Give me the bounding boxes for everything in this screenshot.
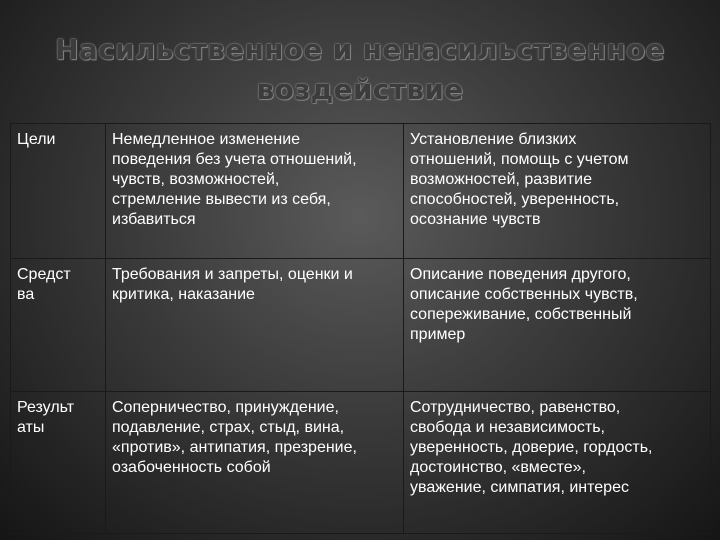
cell-nonviolent-goals: Установление близких отношений, помощь с учетом возможностей, развитие способностей, уверенность, осознание чувств — [404, 124, 711, 259]
cell-violent-results: Соперничество, принуждение, подавление, страх, стыд, вина, «против», антипатия, презрение, озабоченность собой — [106, 392, 404, 534]
cell-violent-goals: Немедленное изменение поведения без учета отношений, чувств, возможностей, стремление вывести из себя, избавиться — [106, 124, 404, 259]
row-label-results: Результ аты — [11, 392, 106, 534]
slide-title-line-2: воздействие — [256, 73, 464, 106]
table-row-goals — [11, 124, 711, 259]
slide-title — [0, 30, 720, 110]
table-row-results — [11, 392, 711, 534]
table-row-means — [11, 259, 711, 392]
slide-title-line-1: Насильственное и ненасильственное — [55, 33, 665, 66]
cell-violent-means: Требования и запреты, оценки и критика, наказание — [106, 259, 404, 392]
cell-nonviolent-results: Сотрудничество, равенство, свобода и независимость, уверенность, доверие, гордость, достоинство, «вместе», уважение, симпатия, интерес — [404, 392, 711, 534]
row-label-means: Средст ва — [11, 259, 106, 392]
row-label-goals: Цели — [11, 124, 106, 259]
comparison-table — [10, 123, 711, 534]
cell-nonviolent-means: Описание поведения другого, описание собственных чувств, сопереживание, собственный пример — [404, 259, 711, 392]
